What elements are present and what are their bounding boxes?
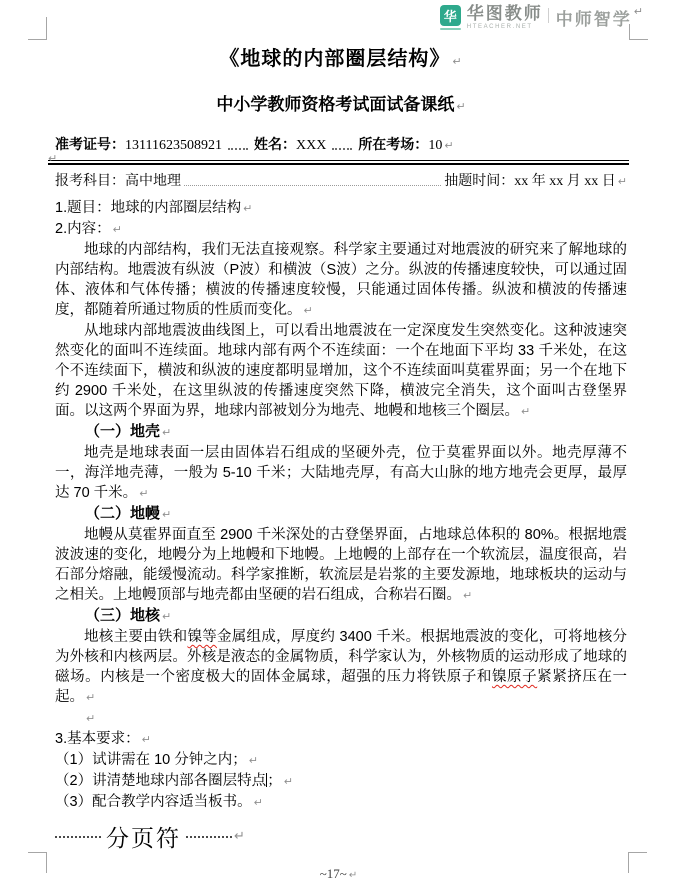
paragraph-mark-icon: ↵: [48, 152, 58, 165]
paragraph-mark-icon: ↵: [633, 5, 643, 18]
dotted-leader: [228, 148, 248, 150]
document-body: [55, 198, 627, 813]
paragraph-mark-icon: ↵: [348, 870, 358, 881]
paragraph-discontinuity[interactable]: [55, 321, 627, 422]
paragraph-mantle[interactable]: [55, 525, 627, 606]
paragraph-mark-icon: ↵: [139, 487, 149, 500]
spellcheck-underline: 镍等: [187, 629, 217, 645]
paragraph-mark-icon: ↵: [444, 139, 454, 152]
paragraph-mark-icon: ↵: [86, 712, 96, 725]
page-number: ~17~: [319, 866, 347, 881]
logo-divider: [548, 8, 549, 23]
paragraph-mark-icon: ↵: [456, 100, 466, 113]
page-break-dots: [186, 836, 232, 838]
admission-number-label: 准考证号：: [55, 136, 125, 152]
paragraph-mark-icon: ↵: [248, 754, 258, 767]
topic-text: 1.题目：地球的内部圈层结构: [55, 200, 242, 216]
brand-logo: [440, 5, 643, 30]
subject-row[interactable]: [55, 170, 627, 190]
paragraph-mark-icon: ↵: [162, 508, 172, 521]
paragraph-intro-text: 地球的内部结构，我们无法直接观察。科学家主要通过对地震波的研究来了解地球的内部结构。地震波有纵波（P波）和横波（S波）之分。纵波的传播速度较快，可以通过固体、液体和气体传播；横波的传播速度较慢，只能通过固体传播。纵波和横波的传播速度，都随着所通过物质的性质而变化。: [55, 242, 627, 318]
draw-time-value: xx 年 xx 月 xx 日: [514, 174, 616, 189]
paragraph-crust[interactable]: [55, 443, 627, 504]
paragraph-mark-icon: ↵: [162, 426, 172, 439]
paragraph-mantle-text: 地幔从莫霍界面直至 2900 千米深处的古登堡界面，占地球总体积的 80%。根据地震波波速的变化，地幔分为上地幔和下地幔。上地幔的上部存在一个软流层，温度很高，岩石部分熔融，能缓慢流动。科学家推断，软流层是岩浆的主要发源地，地球板块的运动与之相关。上地幔顶部与地壳都由坚硬的岩石组成，合称岩石圈。: [55, 527, 627, 603]
paragraph-core-text: 紧紧挤压在一起。: [55, 669, 628, 705]
section-heading-crust[interactable]: [55, 422, 627, 443]
topic-line[interactable]: [55, 198, 627, 219]
huatu-badge-glyph: 华: [440, 5, 461, 26]
paragraph-core-text: 地核主要由铁和: [84, 629, 188, 645]
section-heading-mantle-text: （二）地幔: [85, 505, 161, 522]
exam-room-label: 所在考场：: [358, 136, 429, 152]
draw-time-label: 抽题时间：: [444, 172, 515, 188]
paragraph-mark-icon: ↵: [141, 733, 151, 746]
name-label: 姓名：: [253, 136, 296, 152]
requirement-item-2-text: （2）讲清楚地球内部各圈层特点: [55, 773, 267, 789]
paragraph-mark-icon: ↵: [463, 589, 473, 602]
requirement-item-1[interactable]: [55, 750, 627, 771]
brand-main-text: 华图教师: [466, 4, 543, 23]
empty-line[interactable]: [55, 708, 627, 729]
double-rule: [48, 160, 629, 165]
section-heading-mantle[interactable]: [55, 504, 627, 525]
paragraph-mark-icon: ↵: [243, 202, 253, 215]
page-break-label: 分页符: [106, 825, 181, 851]
document-title-text: 《地球的内部圈层结构》: [219, 48, 451, 70]
section-heading-core[interactable]: [55, 606, 627, 627]
paragraph-mark-icon: ↵: [162, 610, 172, 623]
exam-info-row[interactable]: [55, 134, 627, 154]
paragraph-crust-text: 地壳是地球表面一层由固体岩石组成的坚硬外壳，位于莫霍界面以外。地壳厚薄不一，海洋地壳薄，一般为 5-10 千米；大陆地壳厚，有高大山脉的地方地壳会更厚，最厚达 70 千米。: [55, 445, 627, 501]
name-value: XXX: [295, 138, 327, 153]
huatu-badge-icon: [440, 5, 461, 30]
paragraph-mark-icon: ↵: [521, 405, 531, 418]
requirement-item-2[interactable]: [55, 771, 627, 792]
requirements-heading[interactable]: [55, 729, 627, 750]
paragraph-mark-icon: ↵: [617, 175, 627, 188]
spellcheck-underline: 镍原子: [491, 669, 538, 685]
paragraph-core-text: 金属组成，厚度约 3400 千米。根据地震波的变化，可将地核分为外核和内核两层。外核是液态的金属物质，科学家认为，外核物质的运动形成了地球的磁场。内核是一个密度极大的固体金属球，超强的压力将铁原子和: [55, 629, 628, 685]
paragraph-intro[interactable]: [55, 240, 627, 321]
brand-secondary-text: 中师智学: [555, 10, 632, 29]
paragraph-mark-icon: ↵: [112, 223, 122, 236]
requirement-item-3-text: （3）配合教学内容适当板书。: [55, 794, 252, 810]
content-label-text: 2.内容：: [55, 221, 111, 237]
double-rule-row: [48, 152, 627, 165]
page-break-dots: [55, 836, 101, 838]
section-heading-crust-text: （一）地壳: [85, 423, 161, 440]
subject-label: 报考科目：: [55, 172, 125, 188]
paragraph-mark-icon: ↵: [234, 829, 245, 844]
dotted-leader-long: [184, 185, 441, 186]
paragraph-mark-icon: ↵: [283, 775, 293, 788]
exam-room-value: 10: [428, 138, 443, 153]
requirement-item-3[interactable]: [55, 792, 627, 813]
paragraph-mark-icon: ↵: [86, 691, 96, 704]
crop-mark-top-left: [28, 17, 47, 40]
subject-value: 高中地理: [125, 172, 181, 188]
document-title[interactable]: [55, 42, 627, 71]
dotted-leader: [332, 148, 352, 150]
page-footer: [0, 866, 677, 882]
document-subtitle-text: 中小学教师资格考试面试备课纸: [216, 95, 455, 114]
paragraph-discontinuity-text: 从地球内部地震波曲线图上，可以看出地震波在一定深度发生突然变化。这种波速突然变化的面叫不连续面。地球内部有两个不连续面：一个在地面下平均 33 千米处，在这个不连续面下，横波和纵波的速度都明显增加，这个不连续面叫莫霍界面；另一个在地下约 2900 千米处，在这里纵波的传播速度突然下降，横波完全消失，这个面叫古登堡界面。以这两个界面为界，地球内部被划分为地壳、地幔和地核三个圈层。: [55, 323, 627, 419]
section-heading-core-text: （三）地核: [85, 607, 161, 624]
paragraph-mark-icon: ↵: [452, 55, 463, 68]
requirement-item-2-punct: ；: [267, 773, 282, 789]
page-break-row: [55, 820, 627, 853]
paragraph-mark-icon: ↵: [303, 304, 313, 317]
huatu-badge-underline: [440, 28, 461, 30]
document-subtitle[interactable]: [55, 90, 627, 115]
brand-main-block: [467, 5, 543, 30]
admission-number-value: 13111623508921: [125, 138, 222, 153]
requirement-item-1-text: （1）试讲需在 10 分钟之内；: [55, 752, 247, 768]
paragraph-core[interactable]: [55, 627, 627, 708]
paragraph-mark-icon: ↵: [253, 796, 263, 809]
requirements-heading-text: 3.基本要求：: [55, 731, 140, 747]
content-label-line[interactable]: [55, 219, 627, 240]
brand-domain-text: HTEACHER.NET: [466, 24, 533, 30]
